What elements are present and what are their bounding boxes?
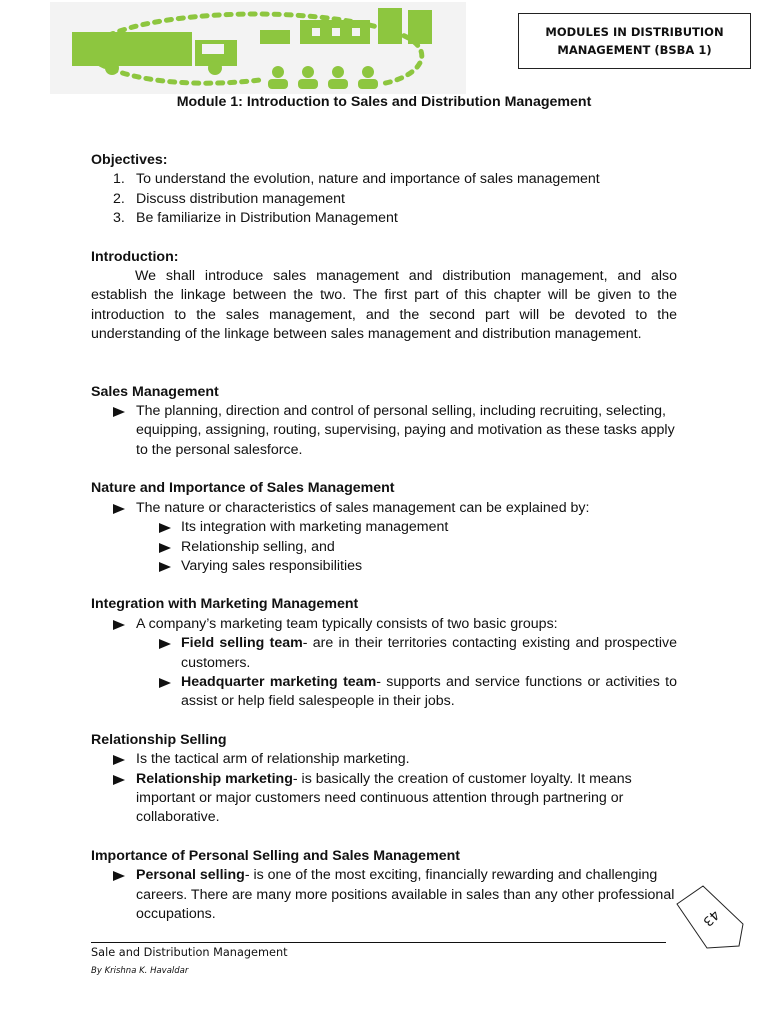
list-item [91,518,677,537]
importance-list [91,866,677,924]
list-item [91,209,677,228]
introduction-paragraph: We shall introduce sales management and distribution management, and also establish the linkage between the two. The first part of this chapter will be given to the introduction to the sales management, and the second part will be devoted to the understanding of the linkage between sales management and distribution management. [91,268,677,343]
arrow-bullet-icon [159,562,171,572]
nature-heading: Nature and Importance of Sales Management [91,480,395,497]
footer-title: Sale and Distribution Management [91,946,288,959]
list-item [91,402,677,460]
sales-management-heading: Sales Management [91,383,219,400]
list-number: 2. [113,190,125,207]
arrow-bullet-icon [159,678,171,688]
module-box-line-2: MANAGEMENT (BSBA 1) [557,43,712,57]
list-item-text: - supports and service functions or activities to assist or help field salespeople in their jobs. [181,673,677,710]
list-item [91,538,677,557]
list-item-text: Varying sales responsibilities [181,557,363,574]
term-bold: Relationship marketing [136,770,293,787]
arrow-bullet-icon [113,620,125,630]
list-item-text: - is one of the most exciting, financially rewarding and challenging careers. There are many more positions available in sales than any other professional occupations. [136,867,675,922]
term-bold: Personal selling [136,867,245,884]
sales-management-list [91,402,677,460]
arrow-bullet-icon [113,775,125,785]
module-box-line-1: MODULES IN DISTRIBUTION [545,25,724,39]
list-number: 1. [113,171,125,188]
list-item [91,615,677,634]
integration-list [91,615,677,634]
objectives-list [91,170,677,228]
list-item-text: Its integration with marketing management [181,519,449,536]
arrow-bullet-icon [113,407,125,417]
list-item [91,770,677,828]
arrow-bullet-icon [159,639,171,649]
term-bold: Headquarter marketing team [181,673,377,690]
page-tag-icon [673,882,745,952]
list-item [91,634,677,673]
list-item [91,170,677,189]
list-item-text: - is basically the creation of customer loyalty. It means important or major customers need continuous attention through partnering or collaborative. [136,770,632,826]
arrow-bullet-icon [113,755,125,765]
module-info-box [518,13,751,69]
list-number: 3. [113,210,125,227]
list-item [91,866,677,924]
logo-illustration-icon [50,2,466,94]
relationship-heading: Relationship Selling [91,731,227,748]
nature-sub-list [91,518,677,576]
list-item-text: The planning, direction and control of personal selling, including recruiting, selecting, equipping, assigning, routing, supervising, paying and motivation as these tasks apply to the personal salesforce. [136,403,675,458]
list-item [91,750,677,769]
integration-sub-list [91,634,677,712]
introduction-heading: Introduction: [91,248,179,265]
list-item-text: Be familiarize in Distribution Management [136,210,398,227]
term-bold: Field selling team [181,635,303,652]
list-item-text: Discuss distribution management [136,190,345,207]
footer-author: By Krishna K. Havaldar [91,966,189,976]
list-item [91,673,677,712]
list-item [91,557,677,576]
list-item-text: - are in their territories contacting existing and prospective customers. [181,635,677,671]
page-title: Module 1: Introduction to Sales and Distribution Management [176,94,592,110]
arrow-bullet-icon [113,871,125,881]
footer-divider [91,942,666,943]
nature-list [91,499,677,518]
objectives-heading: Objectives: [91,152,168,168]
list-item-text: The nature or characteristics of sales management can be explained by: [136,499,590,516]
document-body [91,151,677,924]
header-logo [50,2,466,94]
arrow-bullet-icon [113,504,125,514]
list-item [91,499,677,518]
list-item [91,190,677,209]
list-item-text: To understand the evolution, nature and importance of sales management [136,171,600,188]
arrow-bullet-icon [159,543,171,553]
importance-heading: Importance of Personal Selling and Sales Management [91,847,460,864]
list-item-text: Relationship selling, and [181,538,335,555]
list-item-text: Is the tactical arm of relationship marketing. [136,751,410,768]
list-item-text: A company’s marketing team typically consists of two basic groups: [136,615,558,632]
page-number-badge [673,882,745,952]
page-number: 43 [699,906,722,929]
integration-heading: Integration with Marketing Management [91,596,359,613]
arrow-bullet-icon [159,523,171,533]
relationship-list [91,750,677,828]
